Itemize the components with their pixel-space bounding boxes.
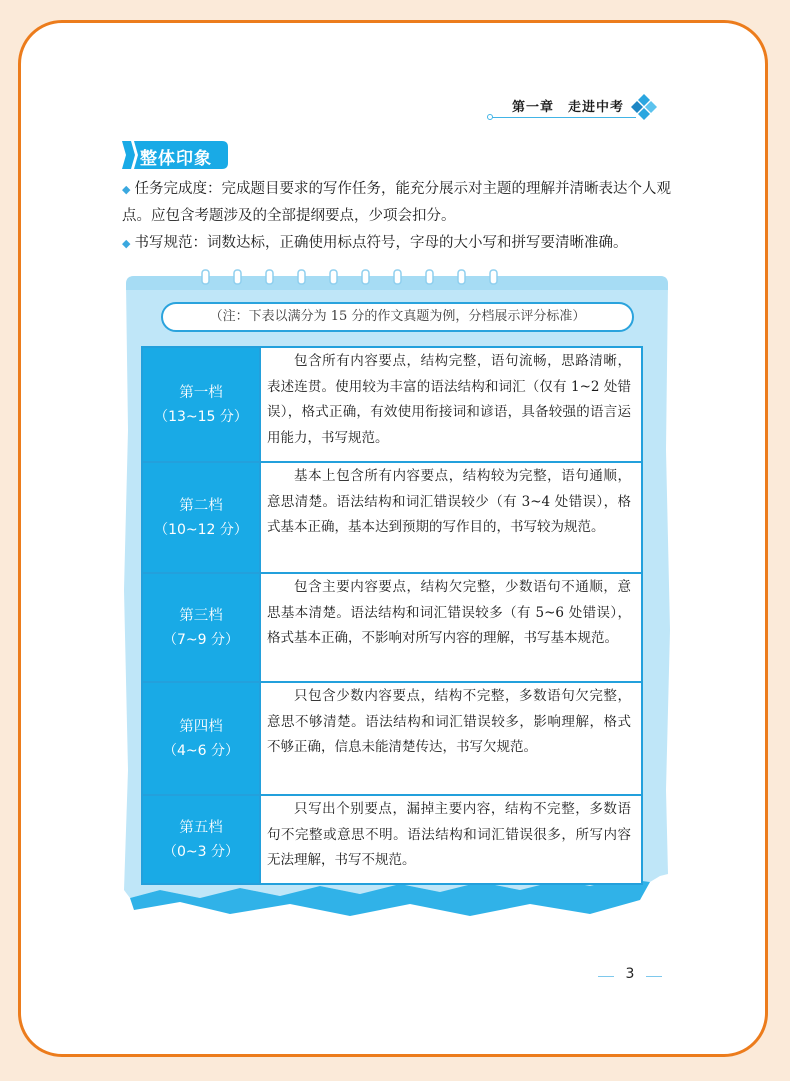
diamond-bullet-icon: ◆ [122, 183, 131, 196]
level-cell [143, 574, 259, 681]
section-tag [122, 141, 228, 169]
level-description: 只写出个别要点，漏掉主要内容，结构不完整，多数语句不完整或意思不明。语法结构和词汇错误很多，所写内容无法理解，书写不规范。 [267, 801, 631, 868]
diamond-bullet-icon: ◆ [122, 237, 131, 250]
chapter-underline [490, 117, 636, 118]
level-score: （13~15 分） [154, 408, 248, 425]
level-label: 第四档 [179, 718, 223, 735]
chapter-header [490, 92, 658, 122]
level-cell [143, 683, 259, 794]
table-note: （注：下表以满分为 15 分的作文真题为例，分档展示评分标准） [161, 302, 634, 332]
level-label: 第五档 [179, 819, 223, 836]
level-score: （10~12 分） [154, 521, 248, 538]
level-score: （0~3 分） [163, 843, 239, 860]
level-cell [143, 348, 259, 461]
level-score: （7~9 分） [163, 631, 239, 648]
level-description: 只包含少数内容要点，结构不完整，多数语句欠完整，意思不够清楚。语法结构和词汇错误较多，影响理解，格式不够正确，信息未能清楚传达，书写欠规范。 [267, 688, 631, 755]
bullet-text: 任务完成度：完成题目要求的写作任务，能充分展示对主题的理解并清晰表达个人观点。应包含考题涉及的全部提纲要点，少项会扣分。 [122, 181, 671, 224]
bullet-text: 书写规范：词数达标，正确使用标点符号，字母的大小写和拼写要清晰准确。 [134, 235, 628, 251]
page-number-rule-left [598, 976, 614, 977]
level-score: （4~6 分） [163, 742, 239, 759]
ring-icons [200, 268, 500, 290]
level-label: 第三档 [179, 607, 223, 624]
section-tag-label: 整体印象 [140, 149, 212, 169]
chapter-title: 第一章 走进中考 [512, 100, 625, 115]
table-row [143, 683, 641, 794]
level-cell [143, 796, 259, 883]
table-row [143, 463, 641, 572]
diamond-cluster-icon [630, 94, 658, 120]
page-number-rule-right [646, 976, 662, 977]
table-row [143, 574, 641, 681]
level-description: 包含主要内容要点，结构欠完整，少数语句不通顺，意思基本清楚。语法结构和词汇错误较多（有 5~6 处错误），格式基本正确，不影响对所写内容的理解，书写基本规范。 [267, 579, 631, 646]
level-description: 基本上包含所有内容要点，结构较为完整，语句通顺，意思清楚。语法结构和词汇错误较少（有 3~4 处错误），格式基本正确，基本达到预期的写作目的，书写较为规范。 [267, 468, 631, 535]
level-label: 第一档 [179, 384, 223, 401]
table-row [143, 348, 641, 461]
scoring-table [141, 346, 643, 885]
bullet-task-completion [122, 176, 682, 230]
table-row [143, 796, 641, 883]
chapter-underline-dot [487, 114, 493, 120]
page-number [598, 966, 662, 986]
bullet-writing-norms [122, 230, 682, 257]
level-description: 包含所有内容要点，结构完整，语句流畅，思路清晰，表述连贯。使用较为丰富的语法结构和词汇（仅有 1~2 处错误），格式正确，有效使用衔接词和谚语，具备较强的语言运用能力，书写规范。 [267, 353, 631, 446]
level-label: 第二档 [179, 497, 223, 514]
page-number-value: 3 [625, 966, 635, 982]
level-cell [143, 463, 259, 572]
